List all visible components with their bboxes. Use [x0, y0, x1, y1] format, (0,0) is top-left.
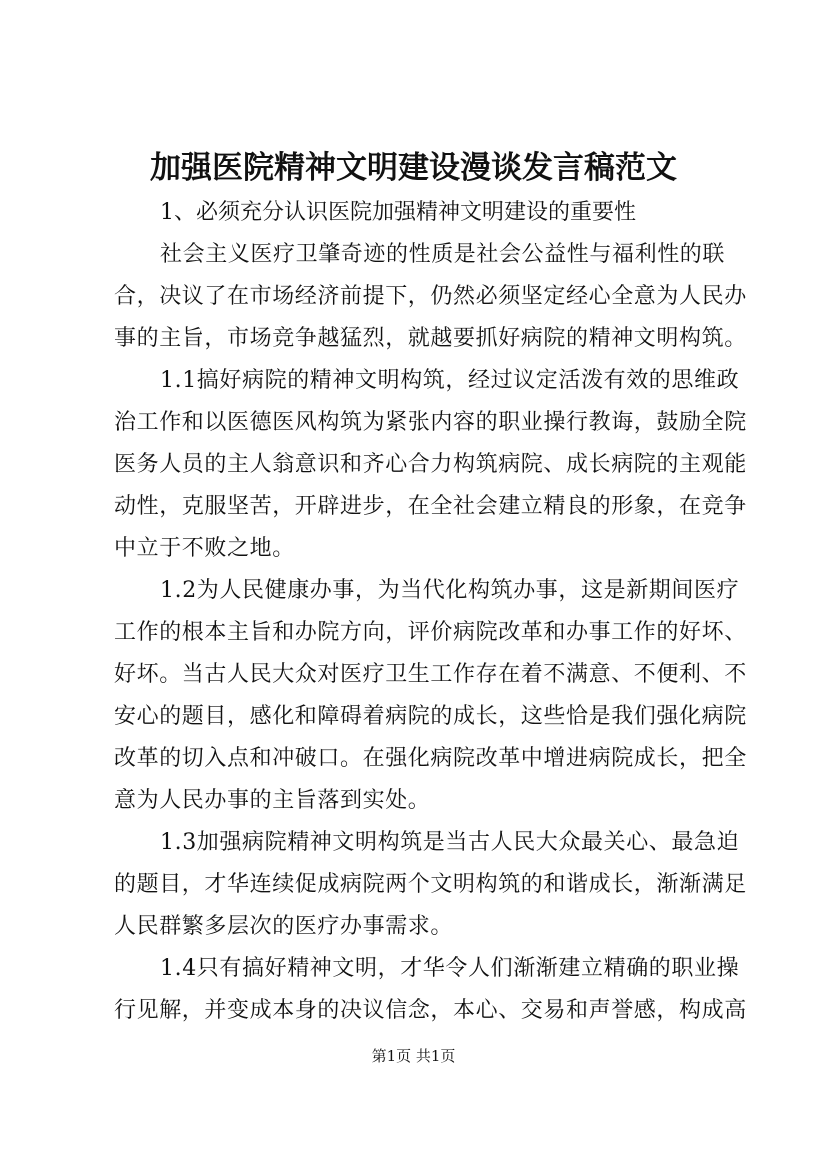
- section-heading: 1、必须充分认识医院加强精神文明建设的重要性: [160, 200, 636, 225]
- text-line: 1.1搞好病院的精神文明构筑，经过议定活泼有效的思维政: [160, 368, 740, 393]
- text-line: 安心的题目，感化和障碍着病院的成长，这些恰是我们强化病院: [114, 704, 747, 729]
- text-line: 工作的根本主旨和办院方向，评价病院改革和办事工作的好坏、: [114, 620, 747, 645]
- paragraph: [114, 948, 747, 1032]
- paragraph: [114, 360, 747, 570]
- page-footer: 第1页 共1页: [371, 1047, 456, 1065]
- text-line: 医务人员的主人翁意识和齐心合力构筑病院、成长病院的主观能: [114, 452, 747, 477]
- text-line: 1.4只有搞好精神文明，才华令人们渐渐建立精确的职业操: [160, 956, 740, 981]
- paragraph: [114, 822, 747, 948]
- text-line: 合，决议了在市场经济前提下，仍然必须坚定经心全意为人民办: [114, 284, 747, 309]
- paragraph: [114, 570, 747, 822]
- text-line: 人民群繁多层次的医疗办事需求。: [114, 914, 454, 939]
- text-line: 的题目，才华连续促成病院两个文明构筑的和谐成长，渐渐满足: [114, 872, 747, 897]
- text-line: 好坏。当古人民大众对医疗卫生工作存在着不满意、不便利、不: [114, 662, 747, 687]
- document-body: [114, 234, 747, 1032]
- text-line: 意为人民办事的主旨落到实处。: [114, 788, 431, 813]
- text-line: 动性，克服坚苦，开辟进步，在全社会建立精良的形象，在竞争: [114, 494, 747, 519]
- text-line: 中立于不败之地。: [114, 536, 295, 561]
- text-line: 治工作和以医德医风构筑为紧张内容的职业操行教诲，鼓励全院: [114, 410, 747, 435]
- text-line: 社会主义医疗卫肇奇迹的性质是社会公益性与福利性的联: [160, 242, 726, 267]
- text-line: 1.2为人民健康办事，为当代化构筑办事，这是新期间医疗: [160, 578, 740, 603]
- document-title: 加强医院精神文明建设漫谈发言稿范文: [150, 150, 677, 186]
- text-line: 1.3加强病院精神文明构筑是当古人民大众最关心、最急迫: [160, 830, 740, 855]
- paragraph: [114, 234, 747, 360]
- text-line: 行见解，并变成本身的决议信念，本心、交易和声誉感，构成高: [114, 998, 747, 1023]
- text-line: 改革的切入点和冲破口。在强化病院改革中增进病院成长，把全: [114, 746, 747, 771]
- text-line: 事的主旨，市场竞争越猛烈，就越要抓好病院的精神文明构筑。: [114, 326, 747, 351]
